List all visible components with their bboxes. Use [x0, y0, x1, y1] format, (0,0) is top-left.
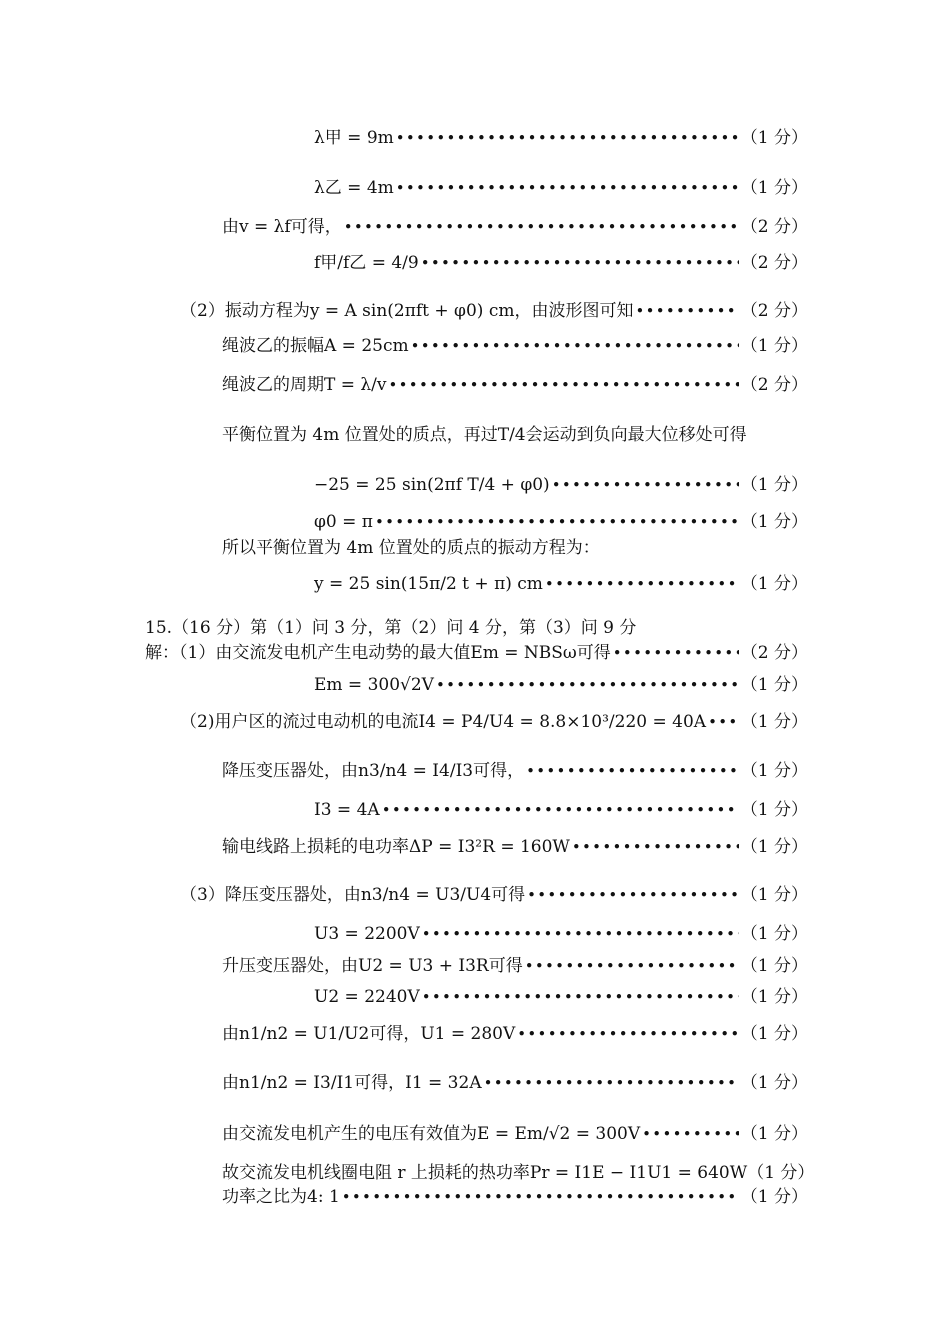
line-text: 解：（1）由交流发电机产生电动势的最大值Em = NBSω可得 [145, 643, 611, 663]
score: （1 分） [740, 675, 808, 695]
score: （1 分） [740, 178, 808, 198]
answer-line-8 [222, 424, 747, 446]
score: （1 分） [740, 956, 808, 976]
dot-leader [527, 884, 739, 906]
answer-line-1 [314, 127, 808, 149]
score: （1 分） [740, 924, 808, 944]
dot-leader [526, 760, 739, 782]
answer-line-5 [180, 300, 808, 322]
answer-line-16 [180, 711, 808, 733]
dot-leader [422, 986, 739, 1008]
score: （2 分） [740, 217, 808, 237]
answer-line-15 [314, 674, 808, 696]
line-text: 绳波乙的振幅A = 25cm [222, 336, 409, 356]
question-15-heading [145, 617, 636, 639]
answer-line-21 [314, 923, 808, 945]
answer-line-24 [222, 1023, 808, 1045]
dot-leader [344, 216, 739, 238]
answer-line-11 [222, 537, 600, 559]
answer-line-20 [180, 884, 808, 906]
score: （1 分） [740, 885, 808, 905]
score: （2 分） [740, 253, 808, 273]
line-text: 由n1/n2 = I3/I1可得，I1 = 32A [222, 1073, 482, 1093]
dot-leader [708, 711, 739, 733]
score: （1 分） [740, 1024, 808, 1044]
line-text: 升压变压器处，由U2 = U3 + I3R可得 [222, 956, 523, 976]
answer-line-7 [222, 374, 808, 396]
dot-leader [421, 252, 739, 274]
line-text: y = 25 sin(15π/2 t + π) cm [314, 574, 543, 594]
score: （1 分） [740, 800, 808, 820]
score: （1 分） [740, 475, 808, 495]
answer-line-19 [222, 836, 808, 858]
score: （1 分） [740, 1073, 808, 1093]
dot-leader [375, 511, 739, 533]
score: （1 分） [740, 1124, 808, 1144]
line-text: 15.（16 分）第（1）问 3 分，第（2）问 4 分，第（3）问 9 分 [145, 618, 637, 638]
dot-leader [613, 642, 739, 664]
answer-line-28 [222, 1186, 808, 1208]
score: （1 分） [740, 761, 808, 781]
score: （1 分） [740, 336, 808, 356]
dot-leader [572, 836, 739, 858]
line-text: 降压变压器处，由n3/n4 = I4/I3可得， [222, 761, 525, 781]
line-text: λ乙 = 4m [314, 178, 394, 198]
score: （1 分） [740, 512, 808, 532]
dot-leader [342, 1186, 739, 1208]
line-text: 平衡位置为 4m 位置处的质点，再过T/4会运动到负向最大位移处可得 [222, 425, 747, 445]
line-text: （2)用户区的流过电动机的电流I4 = P4/U4 = 8.8×10³/220 = 40A [180, 712, 707, 732]
dot-leader [411, 335, 739, 357]
dot-leader [436, 674, 739, 696]
line-text: −25 = 25 sin(2πf T/4 + φ0) [314, 475, 550, 495]
answer-line-3 [222, 216, 808, 238]
line-text: 由n1/n2 = U1/U2可得，U1 = 280V [222, 1024, 516, 1044]
answer-line-22 [222, 955, 808, 977]
score: （2 分） [740, 375, 808, 395]
dot-leader [382, 799, 739, 821]
dot-leader [396, 127, 739, 149]
answer-line-6 [222, 335, 808, 357]
answer-line-18 [314, 799, 808, 821]
answer-line-23 [314, 986, 808, 1008]
dot-leader [396, 177, 739, 199]
score: （1 分） [740, 1187, 808, 1207]
dot-leader [642, 1123, 739, 1145]
line-text: 所以平衡位置为 4m 位置处的质点的振动方程为： [222, 538, 600, 558]
answer-line-14 [145, 642, 808, 664]
dot-leader [635, 300, 738, 322]
score: （2 分） [740, 643, 808, 663]
line-text: λ甲 = 9m [314, 128, 394, 148]
line-text: 故交流发电机线圈电阻 r 上损耗的热功率Pr = I1E − I1U1 = 640W（1 分） [222, 1163, 815, 1183]
answer-line-12 [314, 573, 808, 595]
score: （1 分） [740, 128, 808, 148]
dot-leader [545, 573, 739, 595]
answer-line-9 [314, 474, 808, 496]
answer-line-26 [222, 1123, 808, 1145]
answer-line-4 [314, 252, 808, 274]
line-text: Em = 300√2V [314, 675, 434, 695]
answer-line-17 [222, 760, 808, 782]
line-text: 功率之比为4: 1 [222, 1187, 340, 1207]
line-text: 绳波乙的周期T = λ/v [222, 375, 387, 395]
line-text: U2 = 2240V [314, 987, 420, 1007]
line-text: U3 = 2200V [314, 924, 420, 944]
line-text: （2）振动方程为y = A sin(2πft + φ0) cm，由波形图可知 [180, 301, 634, 321]
line-text: 由v = λf可得， [222, 217, 342, 237]
answer-line-25 [222, 1072, 808, 1094]
line-text: 由交流发电机产生的电压有效值为E = Em/√2 = 300V [222, 1124, 641, 1144]
score: （1 分） [740, 712, 808, 732]
line-text: （3）降压变压器处，由n3/n4 = U3/U4可得 [180, 885, 526, 905]
score: （2 分） [740, 301, 808, 321]
line-text: f甲/f乙 = 4/9 [314, 253, 419, 273]
answer-line-10 [314, 511, 808, 533]
line-text: 输电线路上损耗的电功率ΔP = I3²R = 160W [222, 837, 570, 857]
dot-leader [484, 1072, 739, 1094]
score: （1 分） [740, 987, 808, 1007]
line-text: φ0 = π [314, 512, 373, 532]
dot-leader [525, 955, 739, 977]
answer-line-27 [222, 1162, 814, 1184]
answer-line-2 [314, 177, 808, 199]
score: （1 分） [740, 574, 808, 594]
score: （1 分） [740, 837, 808, 857]
dot-leader [517, 1023, 739, 1045]
line-text: I3 = 4A [314, 800, 380, 820]
dot-leader [389, 374, 739, 396]
dot-leader [422, 923, 739, 945]
dot-leader [552, 474, 739, 496]
